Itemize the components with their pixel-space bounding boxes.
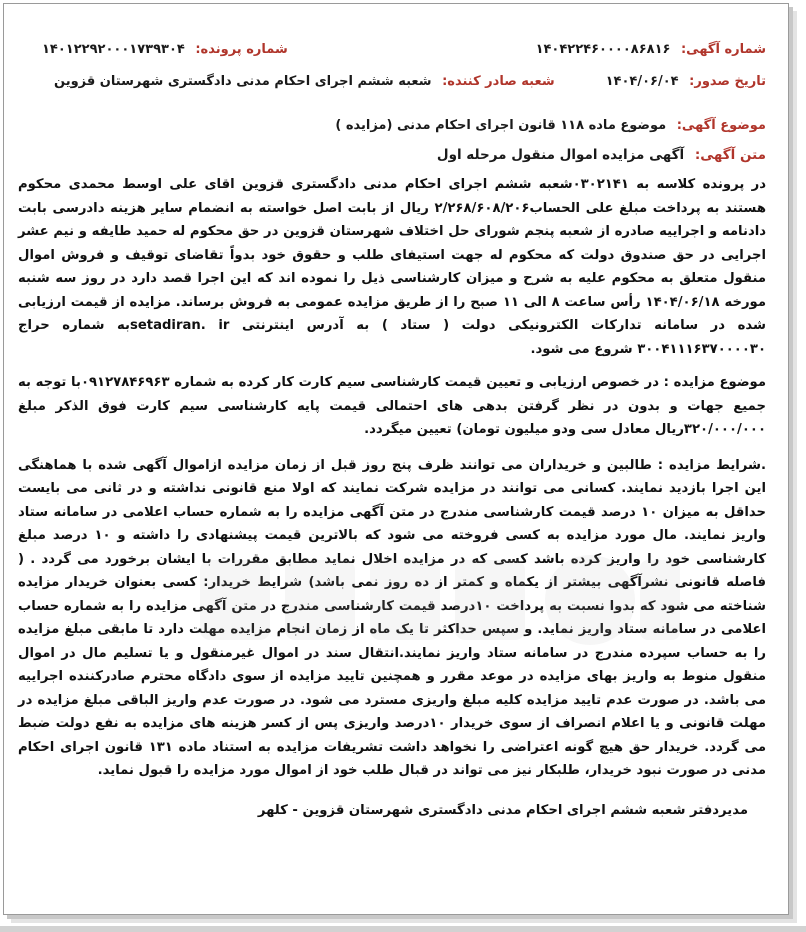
page-bottom-edge [0,926,806,932]
body-title-label: متن آگهی: [694,147,766,163]
notice-number-label: شماره آگهی: [680,41,766,57]
notice-subject [18,118,766,133]
paragraph-case-details: در پرونده کلاسه به ۰۳۰۲۱۴۱شعبه ششم اجرای احکام مدنی دادگستری قزوین اقای علی اوسط محمدی محکوم هستند به پرداخت مبلغ علی الحساب۲/۲۶۸/۶۰۸/۲۰۶ ریال از بابت اصل خواسته به انضمام سایر هزینه دادرسی بابت دادنامه و اجراییه صادره از شعبه پنجم شورای حل اختلاف شهرستان قزوین در حق محکوم له حمید طایفه و نیم عشر اجرایی در حق صندوق دولت که محکوم له جهت استیفای طلب و حقوق خود بدواً تقاضای توقیف و فروش اموال منقول متعلق به محکوم علیه به شرح و میزان کارشناسی ذیل را نموده اند که این اجرا قصد دارد در روز سه شنبه مورخه ۱۴۰۴/۰۶/۱۸ رأس ساعت ۸ الی ۱۱ صبح را از طریق مزایده عمومی به فروش برساند. مزایده از قیمت ارزیابی شده در سامانه تدارکات الکترونیکی دولت ( ستاد ) به آدرس اینترنتی setadiran. irبه شماره حراج ۳۰۰۴۱۱۱۶۳۷۰۰۰۰۳۰ شروع می شود. [18,177,766,357]
issuer-field [54,74,555,89]
case-number-field [42,42,288,57]
case-number-value: ۱۴۰۱۲۲۹۲۰۰۰۱۷۳۹۳۰۴ [42,41,185,57]
issue-date-field [606,74,766,89]
notice-number-value: ۱۴۰۴۲۲۴۶۰۰۰۰۸۶۸۱۶ [535,41,671,57]
issue-date-value: ۱۴۰۴/۰۶/۰۴ [605,73,679,89]
issuer-label: شعبه صادر کننده: [442,73,555,89]
subject-label: موضوع آگهی: [676,118,766,133]
body-title-value: آگهی مزایده اموال منقول مرحله اول [436,147,685,163]
notice-document [3,3,789,915]
notice-body-title [18,147,766,163]
paragraph-auction-conditions: .شرایط مزایده : طالبین و خریداران می توانند ظرف پنج روز قبل از زمان مزایده ازاموال آگهی شده با هماهنگی این اجرا بازدید نمایند. کسانی می توانند در مزایده شرکت نمایند که اولا منع قانونی نداشته و در ثانی می بایست حداقل به میزان ۱۰ درصد قیمت کارشناسی مندرج در متن آگهی مزایده را به شماره حساب اعلامی در سامانه ستاد واریز نمایند. مال مورد مزایده به کسی فروخته می شود که بالاترین قیمت پیشنهادی را داشته و ۱۰ درصد مبلغ کارشناسی خود را واریز کرده باشد کسی که در مزایده اخلال نماید مطابق مقررات با ایشان برخورد می گردد . ( فاصله قانونی نشرآگهی بیشتر از یکماه و کمتر از ده روز نمی باشد) شرایط خریدار: کسی بعنوان خریدار مزایده شناخته می شود که بدوا نسبت به پرداخت ۱۰درصد قیمت کارشناسی مندرج در متن آگهی مزایده را به شماره حساب اعلامی در سامانه ستاد واریز نماید. و سپس حداکثر تا یک ماه از زمان انجام مزایده مهلت دارد تا مابقی مبلغ مزایده را به حساب سپرده مندرج در سامانه ستاد واریز نمایند.انتقال سند در اموال غیرمنقول و یا تسلیم مال در اموال منقول منوط به واریز بهای مزایده در موعد مقرر و همچنین تایید مزایده از سوی دادگاه محترم صادرکننده اجراییه می باشد. در صورت عدم تایید مزایده کلیه مبلغ واریزی مسترد می شود. در صورت عدم واریز الباقی مبلغ مزایده در مهلت قانونی و یا اعلام انصراف از سوی خریدار ۱۰درصد واریزی پس از کسر هزینه های مزایده به نفع دولت ضبط می گردد. خریدار حق هیچ گونه اعتراضی را نخواهد داشت تشریفات مزایده به استناد ماده ۱۳۱ قانون اجرای احکام مدنی در صورت نبود خریدار، طلبکار نیز می تواند در قبال طلب خود از اموال مورد مزایده را قبول نماید. [18,457,767,778]
signature-line: مدیردفتر شعبه ششم اجرای احکام مدنی دادگستری شهرستان قزوین - کلهر [257,802,748,818]
issue-date-label: تاریخ صدور: [689,73,766,89]
paragraph-auction-subject: موضوع مزایده : در خصوص ارزیابی و تعیین قیمت کارشناسی سیم کارت کار کرده به شماره ۰۹۱۲۷۸۴۶۹۶۳با توجه به جمیع جهات و بدون در نظر گرفتن بدهی های احتمالی قیمت پایه کارشناسی سیم کارت فوق الذکر مبلغ ۳۲۰/۰۰۰/۰۰۰ریال معادل سی ودو میلیون تومان) تعیین میگردد. [18,375,766,437]
issuer-value: شعبه ششم اجرای احکام مدنی دادگستری شهرستان قزوین [54,73,432,89]
case-number-label: شماره پرونده: [195,41,288,57]
header-row-1 [18,32,766,66]
subject-value: موضوع ماده ۱۱۸ قانون اجرای احکام مدنی (مزایده ) [335,118,667,133]
header-row-2 [18,66,766,96]
notice-number-field [536,42,766,57]
